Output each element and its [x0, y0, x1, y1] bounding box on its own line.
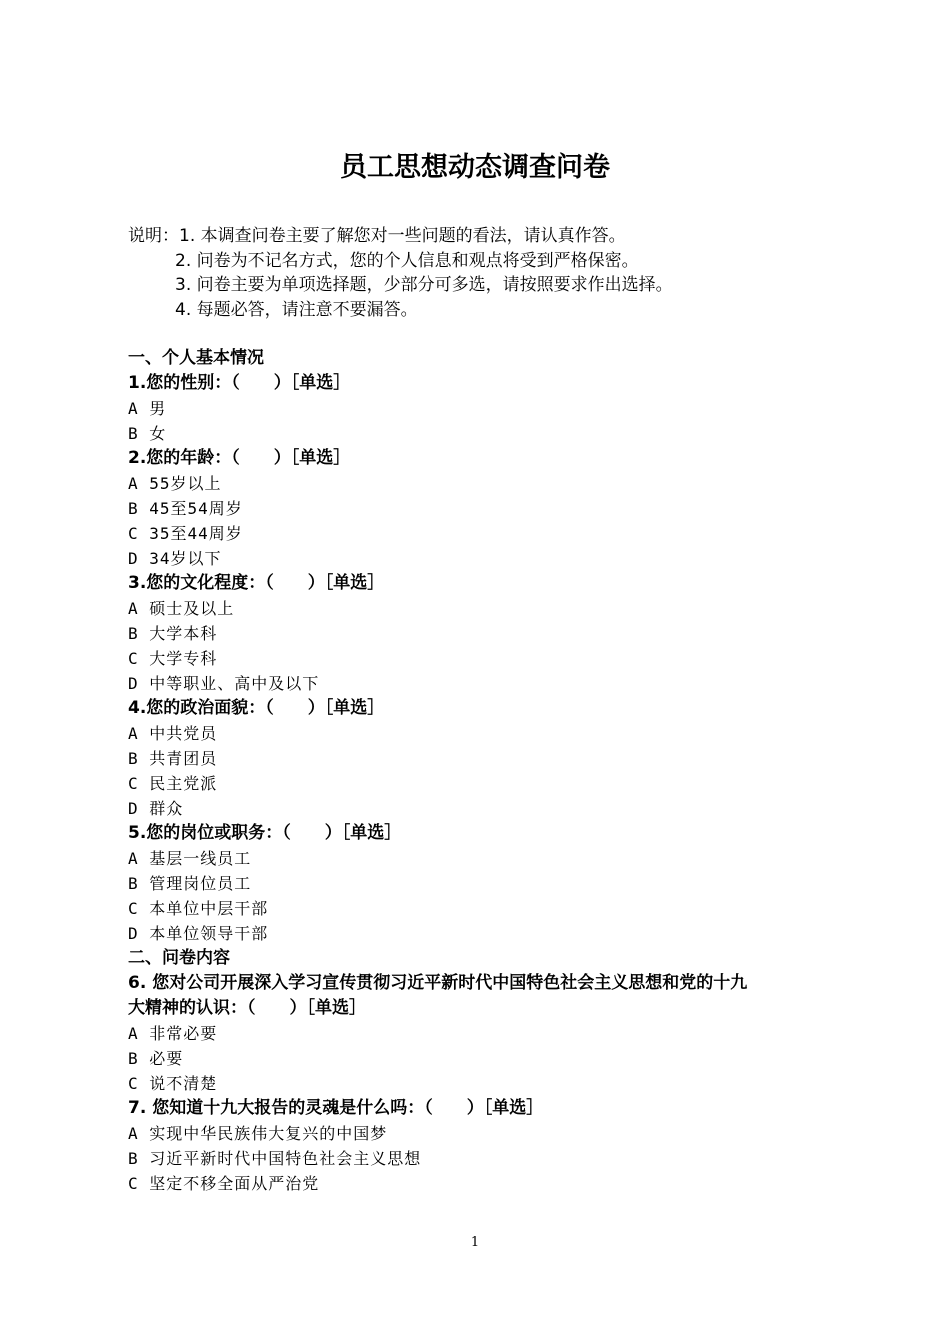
option: A 实现中华民族伟大复兴的中国梦: [128, 1124, 388, 1143]
option: D 中等职业、高中及以下: [128, 674, 320, 693]
option: A 中共党员: [128, 724, 218, 743]
section-title: 二、问卷内容: [128, 948, 230, 968]
intro: [128, 224, 673, 322]
option: B 共青团员: [128, 749, 218, 768]
option: D 34岁以下: [128, 549, 222, 568]
page-title: 员工思想动态调查问卷: [340, 152, 610, 183]
intro-item: 2. 问卷为不记名方式，您的个人信息和观点将受到严格保密。: [175, 250, 639, 271]
intro-item: 4. 每题必答，请注意不要漏答。: [175, 299, 418, 320]
question-4-title: 4.您的政治面貌：（ ）［单选］: [128, 698, 385, 718]
option: B 女: [128, 424, 167, 443]
page-number: 1: [470, 1235, 480, 1250]
questionnaire-body: [128, 346, 828, 1196]
question-7-title: 7. 您知道十九大报告的灵魂是什么吗：（ ）［单选］: [128, 1098, 544, 1118]
option: B 管理岗位员工: [128, 874, 252, 893]
option: B 习近平新时代中国特色社会主义思想: [128, 1149, 422, 1168]
option: D 群众: [128, 799, 184, 818]
intro-item: 1. 本调查问卷主要了解您对一些问题的看法，请认真作答。: [179, 226, 626, 246]
question-1-title: 1.您的性别：（ ）［单选］: [128, 373, 351, 393]
question-3-title: 3.您的文化程度：（ ）［单选］: [128, 573, 385, 593]
section-title: 一、个人基本情况: [128, 348, 264, 368]
option: A 非常必要: [128, 1024, 218, 1043]
question-2-title: 2.您的年龄：（ ）［单选］: [128, 448, 351, 468]
option: A 男: [128, 399, 167, 418]
option: C 35至44周岁: [128, 524, 243, 543]
option: A 硕士及以上: [128, 599, 235, 618]
option: B 45至54周岁: [128, 499, 243, 518]
option: D 本单位领导干部: [128, 924, 269, 943]
question-5-title: 5.您的岗位或职务：（ ）［单选］: [128, 823, 402, 843]
option: C 说不清楚: [128, 1074, 218, 1093]
option: B 大学本科: [128, 624, 218, 643]
option: A 基层一线员工: [128, 849, 252, 868]
option: C 大学专科: [128, 649, 218, 668]
option: A 55岁以上: [128, 474, 222, 493]
option: C 本单位中层干部: [128, 899, 269, 918]
option: C 民主党派: [128, 774, 218, 793]
option: C 坚定不移全面从严治党: [128, 1174, 320, 1193]
intro-label: 说明：: [128, 226, 179, 246]
question-6-title-cont: 大精神的认识：（ ）［单选］: [128, 998, 366, 1018]
option: B 必要: [128, 1049, 184, 1068]
question-6-title: 6. 您对公司开展深入学习宣传贯彻习近平新时代中国特色社会主义思想和党的十九: [128, 973, 748, 993]
intro-item: 3. 问卷主要为单项选择题，少部分可多选，请按照要求作出选择。: [175, 275, 673, 295]
